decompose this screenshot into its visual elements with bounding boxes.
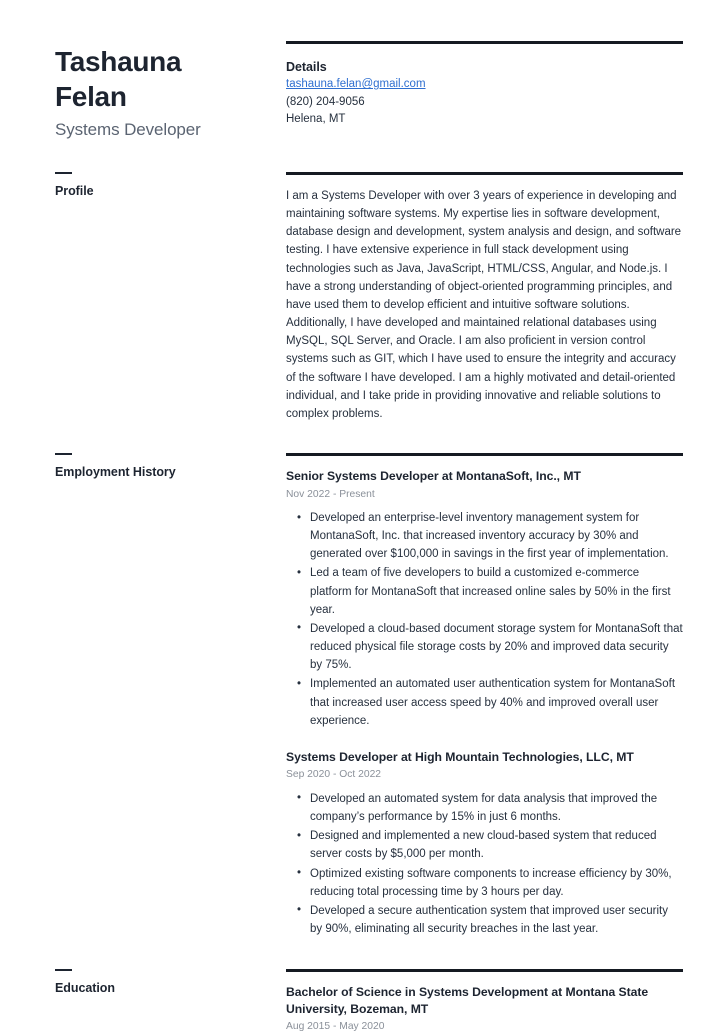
- employment-entry-title: Systems Developer at High Mountain Technologies, LLC, MT: [286, 749, 634, 764]
- identity-block: [55, 41, 286, 143]
- last-name: Felan: [55, 80, 127, 112]
- employment-label-col: [55, 453, 286, 480]
- education-entry: [286, 972, 683, 1035]
- employment-entry: [286, 731, 683, 938]
- list-item: • Developed an automated system for data analysis that improved the company’s performance by 15% in just 6 months.: [310, 790, 683, 826]
- dash-marker-icon: [55, 969, 72, 971]
- job-title: Systems Developer: [55, 120, 201, 140]
- details-column: [286, 41, 683, 129]
- email-line: [286, 76, 683, 93]
- profile-label-col: [55, 172, 286, 199]
- employment-section-label: Employment History: [55, 464, 176, 479]
- details-block: [286, 44, 683, 129]
- employment-entry-bullets: [286, 790, 683, 938]
- employment-entry-date: Nov 2022 - Present: [286, 488, 375, 500]
- list-item: • Designed and implemented a new cloud-based system that reduced server costs by $5,000 per month.: [310, 827, 683, 863]
- email-link[interactable]: tashauna.felan@gmail.com: [286, 78, 426, 91]
- profile-text: I am a Systems Developer with over 3 years of experience in developing and maintaining software systems. My expertise lies in software development, database design and development, system analysis and design, and software testing. I have extensive experience in full stack development using technologies such as Java, JavaScript, HTML/CSS, Angular, and Node.js. I have a strong understanding of object-oriented programming principles, and have used them to develop efficient and intuitive software solutions. Additionally, I have developed and maintained relational databases using MySQL, SQL Server, and Oracle. I am also proficient in version control systems such as GIT, which I have used to ensure the integrity and accuracy of the software I have developed. I am a highly motivated and detail-oriented individual, and I take pride in providing innovative and reliable solutions to complex problems.: [286, 189, 682, 420]
- dash-marker-icon: [55, 453, 72, 455]
- resume-header: [55, 41, 683, 143]
- profile-section-label: Profile: [55, 183, 94, 198]
- education-entry-title: Bachelor of Science in Systems Development at Montana State University, Bozeman, MT: [286, 985, 649, 1016]
- list-item: • Developed an enterprise-level inventory management system for MontanaSoft, Inc. that increased inventory accuracy by 30% and generated over $100,000 in savings in the first year of implementation.: [310, 509, 683, 563]
- profile-body: [286, 172, 683, 423]
- section-profile: [55, 172, 683, 423]
- location-line: Helena, MT: [286, 113, 346, 126]
- list-item: • Implemented an automated user authentication system for MontanaSoft that increased user access speed by 40% and improved overall user experience.: [310, 675, 683, 729]
- dash-marker-icon: [55, 172, 72, 174]
- education-body: [286, 969, 683, 1035]
- list-item: • Led a team of five developers to build a customized e-commerce platform for MontanaSoft that increased online sales by 50% in the first year.: [310, 564, 683, 618]
- section-education: [55, 969, 683, 1035]
- employment-entry-bullets: [286, 509, 683, 730]
- list-item: • Developed a secure authentication system that improved user security by 90%, eliminating all security breaches in the last year.: [310, 902, 683, 938]
- employment-entry-title: Senior Systems Developer at MontanaSoft, Inc., MT: [286, 468, 581, 483]
- first-name: Tashauna: [55, 46, 182, 77]
- section-employment-history: [55, 453, 683, 939]
- education-entry-date: Aug 2015 - May 2020: [286, 1021, 385, 1033]
- education-section-label: Education: [55, 981, 115, 996]
- education-label-col: [55, 969, 286, 996]
- employment-body: [286, 453, 683, 939]
- full-name: [55, 45, 286, 114]
- employment-entry-date: Sep 2020 - Oct 2022: [286, 769, 382, 781]
- details-heading: Details: [286, 60, 327, 74]
- list-item: • Developed a cloud-based document storage system for MontanaSoft that reduced physical file storage costs by 20% and improved data security by 75%.: [310, 620, 683, 674]
- employment-entry: [286, 456, 683, 730]
- list-item: • Optimized existing software components to increase efficiency by 30%, reducing total processing time by 3 hours per day.: [310, 865, 683, 901]
- phone-line: (820) 204-9056: [286, 95, 365, 108]
